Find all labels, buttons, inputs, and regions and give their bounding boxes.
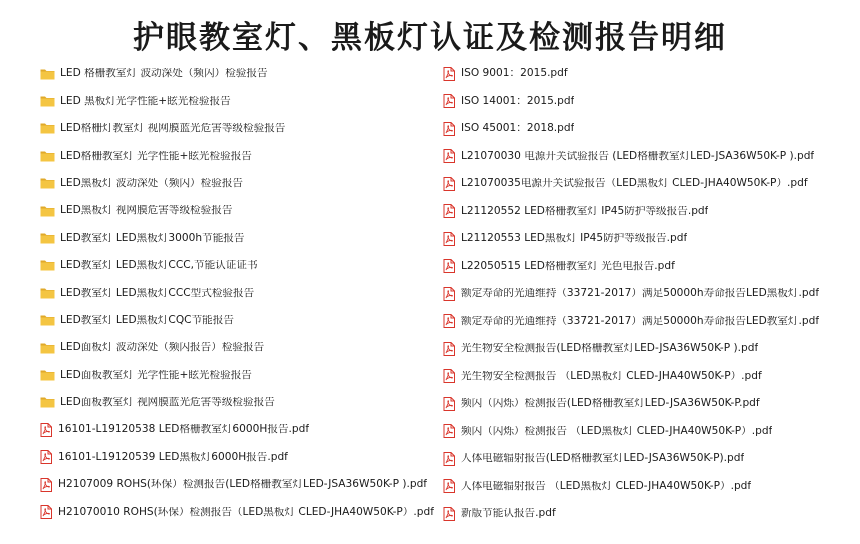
file-name: L21070035电源开关试验报告（LED黑板灯 CLED-JHA40W50K-P）.pdf: [461, 178, 808, 190]
file-name: LED黑板灯 视网膜危害等级检验报告: [60, 205, 233, 216]
pdf-icon: [40, 423, 52, 437]
file-name: H21070010 ROHS(环保）检测报告（LED黑板灯 CLED-JHA40W50K-P）.pdf: [58, 506, 434, 518]
file-name: 新版节能认报告.pdf: [461, 508, 556, 520]
pdf-icon: [443, 259, 455, 273]
pdf-icon: [443, 204, 455, 218]
folder-icon: [40, 232, 55, 244]
file-name: LED 黑板灯光学性能+眩光检验报告: [60, 95, 231, 107]
pdf-icon: [443, 94, 455, 108]
pdf-icon: [443, 314, 455, 328]
folder-item[interactable]: [40, 142, 440, 169]
folder-item[interactable]: [40, 87, 440, 114]
pdf-file-item[interactable]: [443, 445, 853, 473]
pdf-icon: [443, 369, 455, 383]
file-name: LED教室灯 LED黑板灯CCC,节能认证证书: [60, 260, 258, 271]
folder-item[interactable]: [40, 334, 440, 361]
pdf-file-item[interactable]: [443, 198, 853, 226]
pdf-icon: [443, 342, 455, 356]
folder-item[interactable]: [40, 389, 440, 416]
file-name: LED格栅教室灯 光学性能+眩光检验报告: [60, 150, 252, 162]
pdf-icon: [443, 122, 455, 136]
file-name: L22050515 LED格栅教室灯 光色电报告.pdf: [461, 260, 675, 272]
file-name: 人体电磁辐射报告(LED格栅教室灯LED-JSA36W50K-P).pdf: [461, 453, 745, 465]
pdf-file-item[interactable]: [40, 471, 440, 498]
pdf-file-item[interactable]: [40, 416, 440, 443]
pdf-icon: [443, 67, 455, 81]
pdf-icon: [443, 507, 455, 521]
pdf-icon: [443, 177, 455, 191]
file-name: 人体电磁辐射报告 （LED黑板灯 CLED-JHA40W50K-P）.pdf: [461, 480, 752, 492]
file-name: 光生物安全检测报告 （LED黑板灯 CLED-JHA40W50K-P）.pdf: [461, 370, 762, 382]
folder-icon: [40, 95, 55, 107]
file-name: LED黑板灯 波动深处（频闪）检验报告: [60, 177, 244, 189]
pdf-file-item[interactable]: [443, 115, 853, 143]
file-name: LED 格栅教室灯 波动深处（频闪）检验报告: [60, 68, 268, 79]
pdf-file-item[interactable]: [40, 498, 440, 525]
file-name: L21070030 电源开关试验报告 (LED格栅教室灯LED-JSA36W50K-P ).pdf: [461, 150, 815, 162]
file-name: ISO 9001：2015.pdf: [461, 68, 568, 80]
file-name: L21120553 LED黑板灯 IP45防护等级报告.pdf: [461, 233, 688, 245]
folder-item[interactable]: [40, 361, 440, 388]
file-name: LED面板教室灯 光学性能+眩光检验报告: [60, 369, 252, 381]
file-name: L21120552 LED格栅教室灯 IP45防护等级报告.pdf: [461, 205, 709, 217]
pdf-icon: [443, 479, 455, 493]
pdf-icon: [443, 397, 455, 411]
file-name: ISO 14001：2015.pdf: [461, 95, 575, 107]
folder-item[interactable]: [40, 279, 440, 306]
folder-item[interactable]: [40, 252, 440, 279]
pdf-icon: [40, 450, 52, 464]
folder-item[interactable]: [40, 224, 440, 251]
pdf-file-item[interactable]: [443, 335, 853, 363]
file-name: 额定寿命的光通维持（33721-2017）满足50000h寿命报告LED黑板灯.pdf: [461, 288, 820, 300]
file-name: 光生物安全检测报告(LED格栅教室灯LED-JSA36W50K-P ).pdf: [461, 343, 759, 355]
file-name: LED格栅灯教室灯 视网膜蓝光危害等级检验报告: [60, 123, 286, 134]
pdf-file-item[interactable]: [40, 443, 440, 470]
folder-icon: [40, 177, 55, 189]
pdf-file-item[interactable]: [443, 363, 853, 391]
pdf-file-item[interactable]: [443, 500, 853, 528]
file-name: 频闪（闪烁）检测报告(LED格栅教室灯LED-JSA36W50K-P.pdf: [461, 398, 760, 410]
file-name: 16101-L19120538 LED格栅教室灯6000H报告.pdf: [58, 424, 310, 436]
folder-icon: [40, 287, 55, 299]
file-list-left: [40, 60, 440, 526]
pdf-file-item[interactable]: [443, 225, 853, 253]
pdf-file-item[interactable]: [443, 418, 853, 446]
pdf-icon: [443, 424, 455, 438]
pdf-file-item[interactable]: [443, 308, 853, 336]
file-name: 额定寿命的光通维持（33721-2017）满足50000h寿命报告LED教室灯.pdf: [461, 315, 820, 327]
folder-icon: [40, 205, 55, 217]
folder-item[interactable]: [40, 60, 440, 87]
file-list-right: [443, 60, 853, 528]
folder-icon: [40, 150, 55, 162]
pdf-icon: [443, 149, 455, 163]
file-name: LED面板灯 波动深处（频闪报告）检验报告: [60, 342, 265, 353]
folder-item[interactable]: [40, 115, 440, 142]
pdf-file-item[interactable]: [443, 143, 853, 171]
file-name: ISO 45001：2018.pdf: [461, 123, 575, 135]
pdf-icon: [40, 505, 52, 519]
pdf-file-item[interactable]: [443, 280, 853, 308]
folder-icon: [40, 122, 55, 134]
pdf-file-item[interactable]: [443, 170, 853, 198]
pdf-file-item[interactable]: [443, 390, 853, 418]
file-name: 频闪（闪烁）检测报告 （LED黑板灯 CLED-JHA40W50K-P）.pdf: [461, 425, 773, 437]
file-name: LED教室灯 LED黑板灯CQC节能报告: [60, 314, 234, 326]
file-name: LED教室灯 LED黑板灯CCC型式检验报告: [60, 287, 255, 299]
folder-icon: [40, 369, 55, 381]
pdf-icon: [443, 452, 455, 466]
folder-icon: [40, 396, 55, 408]
folder-item[interactable]: [40, 170, 440, 197]
folder-item[interactable]: [40, 197, 440, 224]
pdf-icon: [443, 232, 455, 246]
folder-icon: [40, 342, 55, 354]
folder-icon: [40, 259, 55, 271]
pdf-file-item[interactable]: [443, 253, 853, 281]
page-title: 护眼教室灯、黑板灯认证及检测报告明细: [133, 20, 727, 56]
file-name: 16101-L19120539 LED黑板灯6000H报告.pdf: [58, 451, 288, 463]
file-name: LED教室灯 LED黑板灯3000h节能报告: [60, 232, 245, 244]
file-name: H2107009 ROHS(环保）检测报告(LED格栅教室灯LED-JSA36W50K-P ).pdf: [58, 479, 428, 490]
pdf-file-item[interactable]: [443, 473, 853, 501]
folder-icon: [40, 68, 55, 80]
pdf-icon: [40, 478, 52, 492]
pdf-icon: [443, 287, 455, 301]
pdf-file-item[interactable]: [443, 60, 853, 88]
file-name: LED面板教室灯 视网膜蓝光危害等级检验报告: [60, 397, 275, 408]
folder-item[interactable]: [40, 307, 440, 334]
pdf-file-item[interactable]: [443, 88, 853, 116]
folder-icon: [40, 314, 55, 326]
